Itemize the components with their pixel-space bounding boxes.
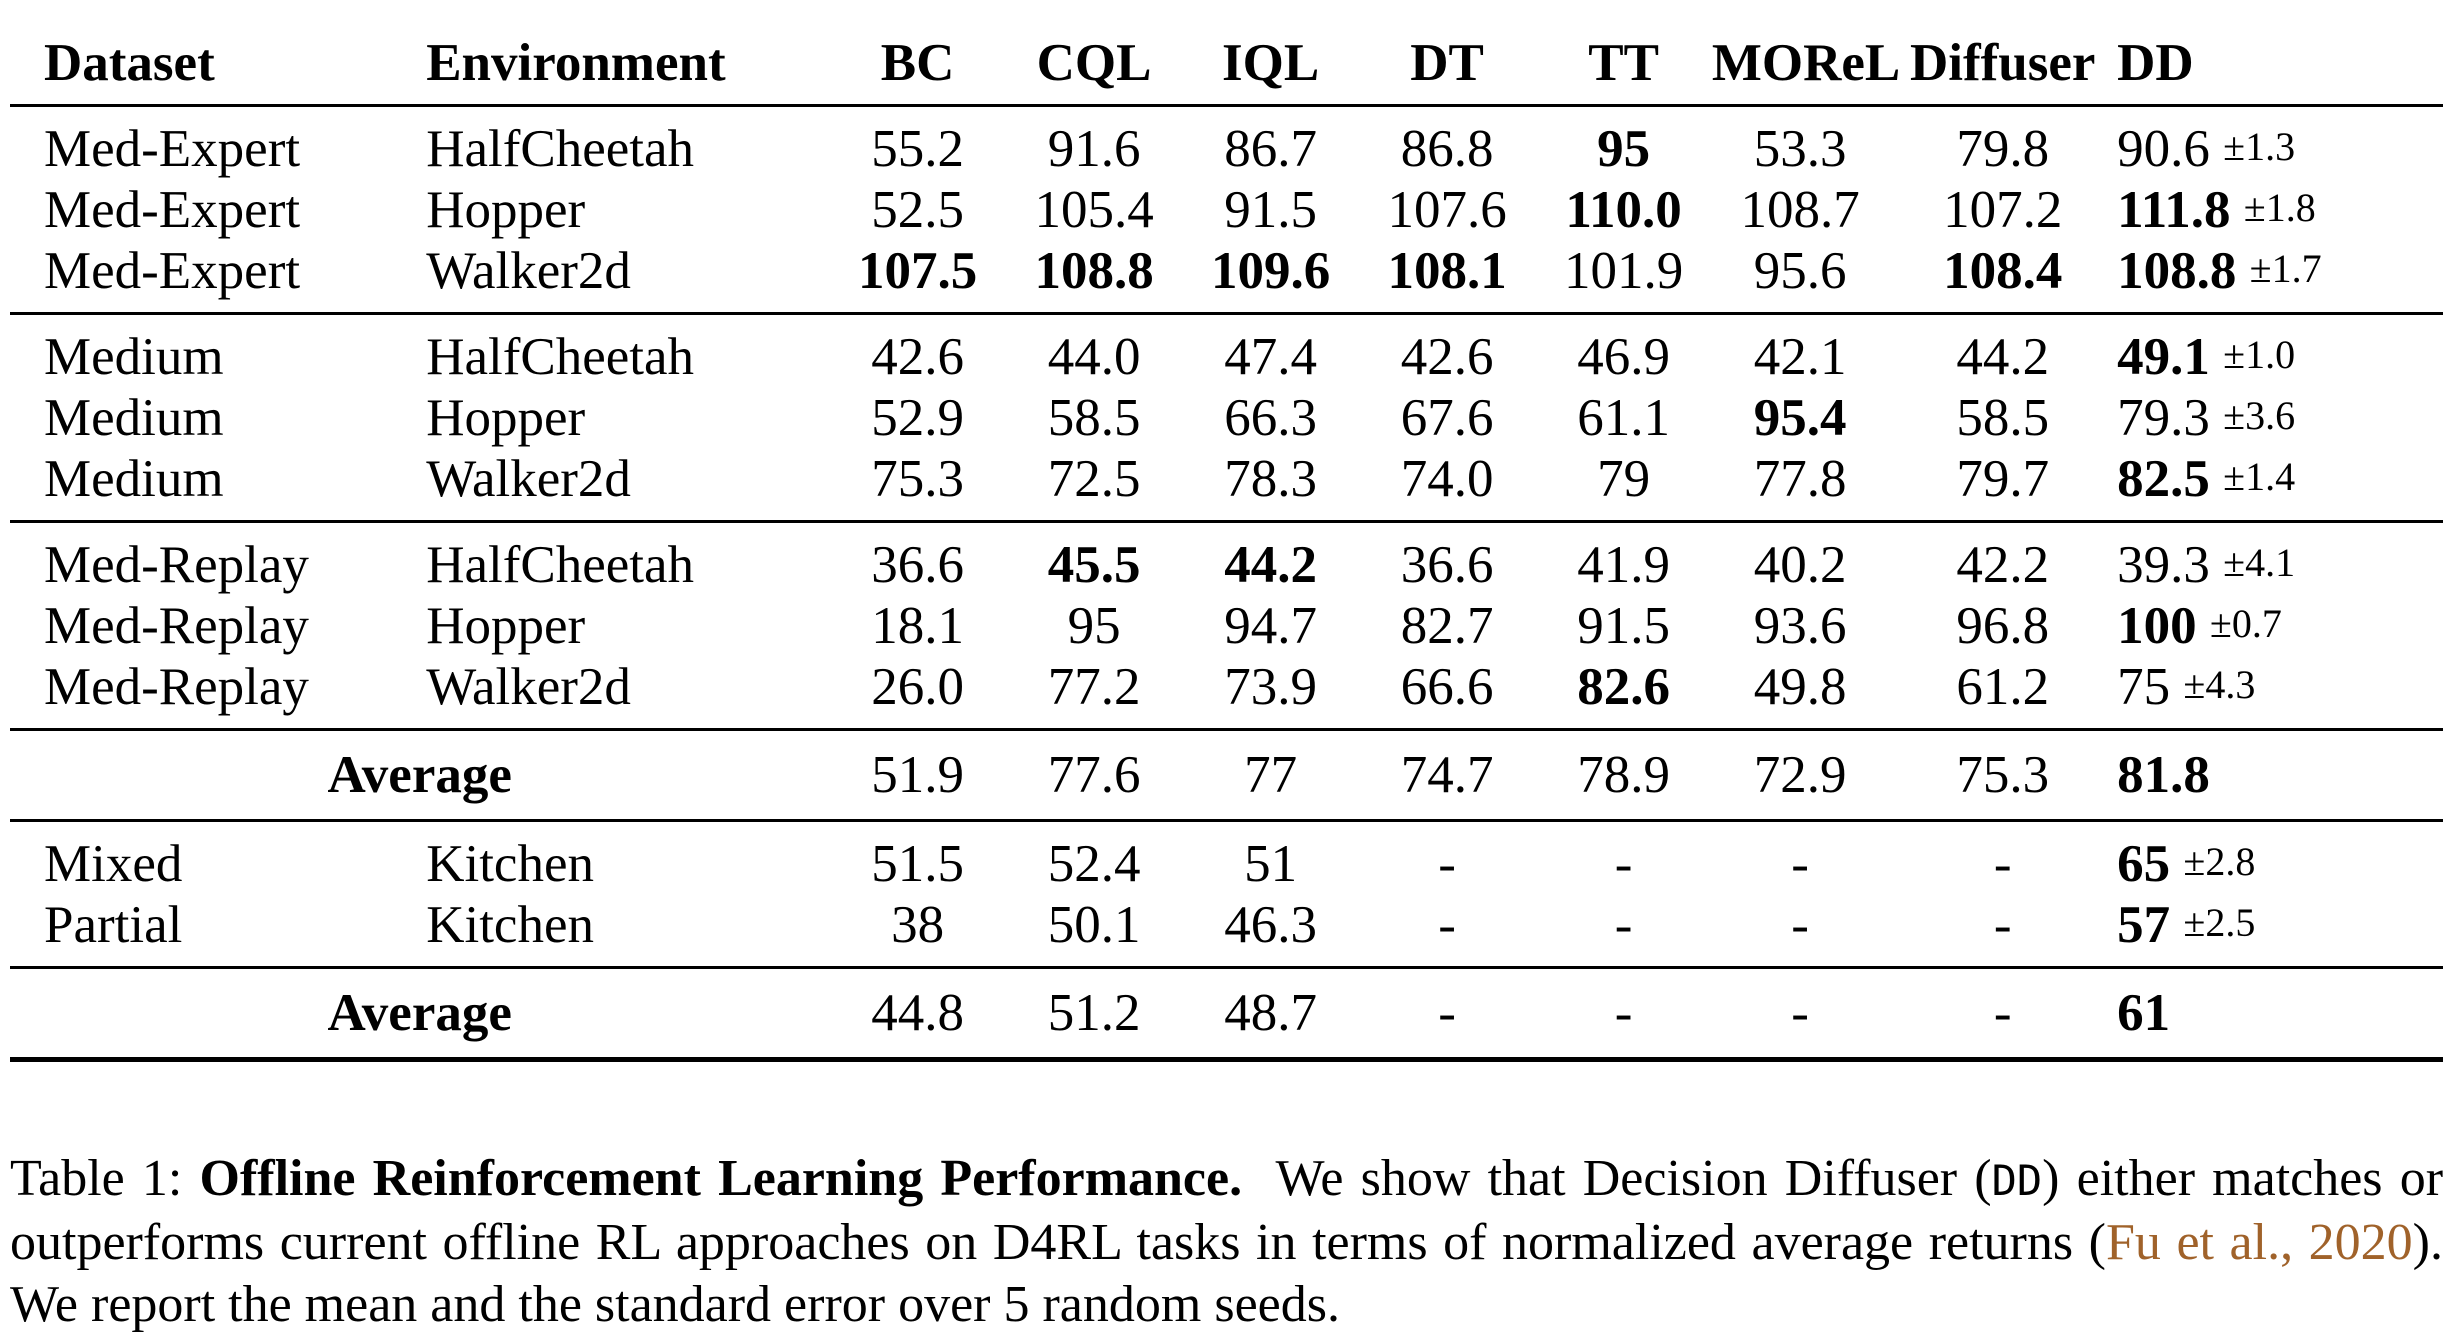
cell-score: 108.4 bbox=[1943, 242, 2063, 300]
cell-score: 36.6 bbox=[1400, 536, 1494, 594]
cell-score: 73.9 bbox=[1224, 658, 1317, 716]
cell-score: 67.6 bbox=[1400, 389, 1494, 447]
cell-dd-score bbox=[2117, 314, 2443, 389]
average-score: - bbox=[1614, 983, 1633, 1042]
table-row bbox=[10, 657, 2443, 730]
average-row bbox=[10, 968, 2443, 1060]
cell-environment: Walker2d bbox=[426, 242, 631, 300]
cell-score: 82.6 bbox=[1577, 658, 1670, 716]
dd-value: 75 bbox=[2117, 658, 2171, 716]
cell-dd-score bbox=[2117, 388, 2443, 449]
average-score: 48.7 bbox=[1224, 983, 1317, 1042]
cell-dataset: Med-Expert bbox=[44, 120, 301, 178]
cell-score: 52.9 bbox=[871, 389, 964, 447]
cell-score: 61.2 bbox=[1956, 658, 2050, 716]
header-dt: DT bbox=[1410, 33, 1484, 92]
average-score: 77 bbox=[1244, 745, 1298, 804]
cell-score: 75.3 bbox=[871, 450, 964, 508]
header-morel: MOReL bbox=[1711, 33, 1901, 92]
cell-score: 105.4 bbox=[1034, 181, 1154, 239]
cell-score: 107.2 bbox=[1943, 181, 2063, 239]
group-med-replay bbox=[10, 522, 2443, 730]
cell-environment: Hopper bbox=[426, 389, 586, 447]
cell-dd-score bbox=[2117, 596, 2443, 657]
cell-score: 72.5 bbox=[1047, 450, 1141, 508]
dd-std-error: ±2.8 bbox=[2183, 839, 2256, 884]
cell-score: 61.1 bbox=[1577, 389, 1670, 447]
cell-score: 51 bbox=[1244, 835, 1298, 893]
cell-score: 66.3 bbox=[1224, 389, 1317, 447]
table-row bbox=[10, 388, 2443, 449]
cell-dataset: Mixed bbox=[44, 835, 183, 893]
cell-score: 47.4 bbox=[1224, 328, 1317, 386]
dd-value: 111.8 bbox=[2117, 181, 2231, 239]
average-score: 44.8 bbox=[871, 983, 964, 1042]
average-score: 74.7 bbox=[1400, 745, 1494, 804]
cell-score: 91.5 bbox=[1224, 181, 1317, 239]
dd-value: 65 bbox=[2117, 835, 2171, 893]
cell-score: 95.6 bbox=[1753, 242, 1847, 300]
average-score: - bbox=[1993, 983, 2012, 1042]
table-row bbox=[10, 314, 2443, 389]
cell-dd-score bbox=[2117, 522, 2443, 597]
cell-score: 44.2 bbox=[1956, 328, 2050, 386]
cell-score: 51.5 bbox=[871, 835, 964, 893]
cell-score: - bbox=[1614, 896, 1633, 954]
group-kitchen bbox=[10, 821, 2443, 968]
cell-environment: HalfCheetah bbox=[426, 536, 695, 594]
group-medium bbox=[10, 314, 2443, 522]
table-row bbox=[10, 821, 2443, 896]
header-row bbox=[10, 22, 2443, 106]
table-header bbox=[10, 22, 2443, 106]
cell-environment: HalfCheetah bbox=[426, 328, 695, 386]
cell-score: 86.7 bbox=[1224, 120, 1317, 178]
cell-dataset: Medium bbox=[44, 328, 224, 386]
cell-environment: Walker2d bbox=[426, 658, 631, 716]
cell-score: 18.1 bbox=[871, 597, 964, 655]
cell-score: - bbox=[1791, 896, 1809, 954]
caption-text-2: ) either matches or outperforms current offline RL approaches on D4RL tasks in terms of normalized average returns ( bbox=[10, 1150, 2444, 1271]
cell-score: 77.2 bbox=[1047, 658, 1141, 716]
cell-score: 42.2 bbox=[1956, 536, 2050, 594]
cell-score: 82.7 bbox=[1400, 597, 1494, 655]
dd-std-error: ±0.7 bbox=[2209, 601, 2282, 646]
average-score: 77.6 bbox=[1047, 745, 1141, 804]
cell-score: 93.6 bbox=[1753, 597, 1847, 655]
caption-title: Offline Reinforcement Learning Performance. bbox=[199, 1150, 1243, 1207]
cell-score: 95 bbox=[1067, 597, 1121, 655]
dd-value: 39.3 bbox=[2117, 536, 2210, 594]
cell-score: 108.8 bbox=[1034, 242, 1154, 300]
cell-score: 53.3 bbox=[1753, 120, 1847, 178]
cell-dataset: Partial bbox=[44, 896, 183, 954]
cell-score: 42.1 bbox=[1753, 328, 1847, 386]
dd-std-error: ±1.3 bbox=[2223, 124, 2296, 169]
cell-score: 79.7 bbox=[1956, 450, 2050, 508]
cell-score: 41.9 bbox=[1577, 536, 1670, 594]
dd-std-error: ±4.3 bbox=[2183, 662, 2256, 707]
cell-score: 46.9 bbox=[1577, 328, 1670, 386]
caption-text-3: ). We report the mean and the standard error over 5 random seeds. bbox=[10, 1214, 2443, 1333]
cell-score: 108.7 bbox=[1740, 181, 1860, 239]
cell-score: 86.8 bbox=[1400, 120, 1494, 178]
average-score: 78.9 bbox=[1577, 745, 1670, 804]
cell-score: 95 bbox=[1597, 120, 1651, 178]
header-dataset: Dataset bbox=[44, 33, 215, 92]
cell-dataset: Medium bbox=[44, 389, 224, 447]
dd-value: 100 bbox=[2117, 597, 2197, 655]
dd-std-error: ±2.5 bbox=[2183, 900, 2256, 945]
table-row bbox=[10, 180, 2443, 241]
cell-score: 52.4 bbox=[1047, 835, 1141, 893]
dd-std-error: ±1.0 bbox=[2223, 332, 2296, 377]
cell-score: 94.7 bbox=[1224, 597, 1317, 655]
cell-dataset: Med-Replay bbox=[44, 597, 309, 655]
dd-value: 79.3 bbox=[2117, 389, 2210, 447]
header-environment: Environment bbox=[426, 33, 726, 92]
dd-value: 82.5 bbox=[2117, 450, 2210, 508]
cell-score: 44.2 bbox=[1224, 536, 1317, 594]
cell-score: 95.4 bbox=[1753, 389, 1847, 447]
cell-score: 108.1 bbox=[1387, 242, 1507, 300]
cell-score: 42.6 bbox=[871, 328, 964, 386]
cell-dataset: Medium bbox=[44, 450, 224, 508]
cell-score: 96.8 bbox=[1956, 597, 2050, 655]
cell-score: 107.6 bbox=[1387, 181, 1507, 239]
cell-environment: Walker2d bbox=[426, 450, 631, 508]
cell-dd-score bbox=[2117, 241, 2443, 314]
table-row bbox=[10, 241, 2443, 314]
caption-label: Table 1: bbox=[10, 1150, 183, 1207]
cell-score: 26.0 bbox=[871, 658, 964, 716]
average-dd-score: 61 bbox=[2117, 983, 2171, 1042]
cell-score: 58.5 bbox=[1956, 389, 2050, 447]
average-score: 51.2 bbox=[1047, 983, 1141, 1042]
average-score: - bbox=[1438, 983, 1456, 1042]
cell-score: - bbox=[1993, 835, 2012, 893]
cell-score: 66.6 bbox=[1400, 658, 1494, 716]
cell-dd-score bbox=[2117, 449, 2443, 522]
group-med-expert bbox=[10, 106, 2443, 314]
cell-score: 36.6 bbox=[871, 536, 964, 594]
dd-std-error: ±3.6 bbox=[2223, 393, 2296, 438]
dd-std-error: ±1.4 bbox=[2223, 454, 2296, 499]
cell-score: 52.5 bbox=[871, 181, 964, 239]
cell-score: 40.2 bbox=[1753, 536, 1847, 594]
cell-dataset: Med-Expert bbox=[44, 181, 301, 239]
cell-environment: HalfCheetah bbox=[426, 120, 695, 178]
average-label: Average bbox=[327, 745, 512, 804]
dd-value: 108.8 bbox=[2117, 242, 2237, 300]
header-cql: CQL bbox=[1036, 33, 1152, 92]
cell-score: 107.5 bbox=[857, 242, 978, 300]
group-average-kitchen bbox=[10, 968, 2443, 1060]
header-diffuser: Diffuser bbox=[1910, 33, 2096, 92]
cell-score: - bbox=[1993, 896, 2012, 954]
cell-environment: Hopper bbox=[426, 181, 586, 239]
dd-std-error: ±4.1 bbox=[2223, 540, 2296, 585]
cell-score: 78.3 bbox=[1224, 450, 1317, 508]
header-dd: DD bbox=[2117, 33, 2194, 92]
cell-score: 49.8 bbox=[1753, 658, 1847, 716]
table-row bbox=[10, 106, 2443, 181]
header-tt: TT bbox=[1588, 33, 1659, 92]
cell-score: 55.2 bbox=[871, 120, 964, 178]
average-row bbox=[10, 730, 2443, 821]
cell-score: 110.0 bbox=[1565, 181, 1682, 239]
cell-score: 79 bbox=[1597, 450, 1651, 508]
caption-code: DD bbox=[1991, 1156, 2043, 1205]
table-caption bbox=[10, 1148, 2443, 1336]
cell-score: 91.5 bbox=[1577, 597, 1670, 655]
cell-score: 77.8 bbox=[1753, 450, 1847, 508]
cell-score: 101.9 bbox=[1563, 242, 1684, 300]
caption-text-1: We show that Decision Diffuser ( bbox=[1275, 1150, 1992, 1207]
cell-score: 50.1 bbox=[1047, 896, 1141, 954]
table-row bbox=[10, 449, 2443, 522]
cell-score: 42.6 bbox=[1400, 328, 1494, 386]
cell-dd-score bbox=[2117, 180, 2443, 241]
average-score: 72.9 bbox=[1753, 745, 1847, 804]
cell-score: 45.5 bbox=[1047, 536, 1141, 594]
cell-score: - bbox=[1438, 896, 1456, 954]
average-score: - bbox=[1791, 983, 1809, 1042]
results-table bbox=[10, 22, 2443, 1062]
table-row bbox=[10, 895, 2443, 968]
cell-score: 91.6 bbox=[1047, 120, 1141, 178]
average-score: 51.9 bbox=[871, 745, 964, 804]
dd-std-error: ±1.7 bbox=[2249, 246, 2322, 291]
cell-score: 38 bbox=[891, 896, 945, 954]
cell-score: 74.0 bbox=[1400, 450, 1494, 508]
cell-dd-score bbox=[2117, 657, 2443, 730]
cell-environment: Hopper bbox=[426, 597, 586, 655]
cell-dd-score bbox=[2117, 895, 2443, 968]
cell-score: 58.5 bbox=[1047, 389, 1141, 447]
cell-score: 79.8 bbox=[1956, 120, 2050, 178]
cell-environment: Kitchen bbox=[426, 835, 594, 893]
cell-dataset: Med-Replay bbox=[44, 536, 309, 594]
group-average-locomotion bbox=[10, 730, 2443, 821]
cell-dataset: Med-Replay bbox=[44, 658, 309, 716]
table-row bbox=[10, 522, 2443, 597]
cell-score: 109.6 bbox=[1210, 242, 1331, 300]
average-dd-score: 81.8 bbox=[2117, 745, 2210, 804]
header-bc: BC bbox=[880, 33, 955, 92]
cell-score: - bbox=[1614, 835, 1633, 893]
dd-value: 90.6 bbox=[2117, 120, 2210, 178]
header-iql: IQL bbox=[1221, 33, 1320, 92]
average-label: Average bbox=[327, 983, 512, 1042]
cell-dd-score bbox=[2117, 106, 2443, 181]
cell-score: - bbox=[1438, 835, 1456, 893]
cell-environment: Kitchen bbox=[426, 896, 594, 954]
caption-citation-link[interactable]: Fu et al., 2020 bbox=[2105, 1214, 2413, 1271]
cell-score: 44.0 bbox=[1047, 328, 1141, 386]
dd-value: 57 bbox=[2117, 896, 2171, 954]
cell-dataset: Med-Expert bbox=[44, 242, 301, 300]
table-row bbox=[10, 596, 2443, 657]
dd-std-error: ±1.8 bbox=[2243, 185, 2316, 230]
dd-value: 49.1 bbox=[2117, 328, 2210, 386]
cell-score: 46.3 bbox=[1224, 896, 1317, 954]
cell-score: - bbox=[1791, 835, 1809, 893]
cell-dd-score bbox=[2117, 821, 2443, 896]
average-score: 75.3 bbox=[1956, 745, 2050, 804]
